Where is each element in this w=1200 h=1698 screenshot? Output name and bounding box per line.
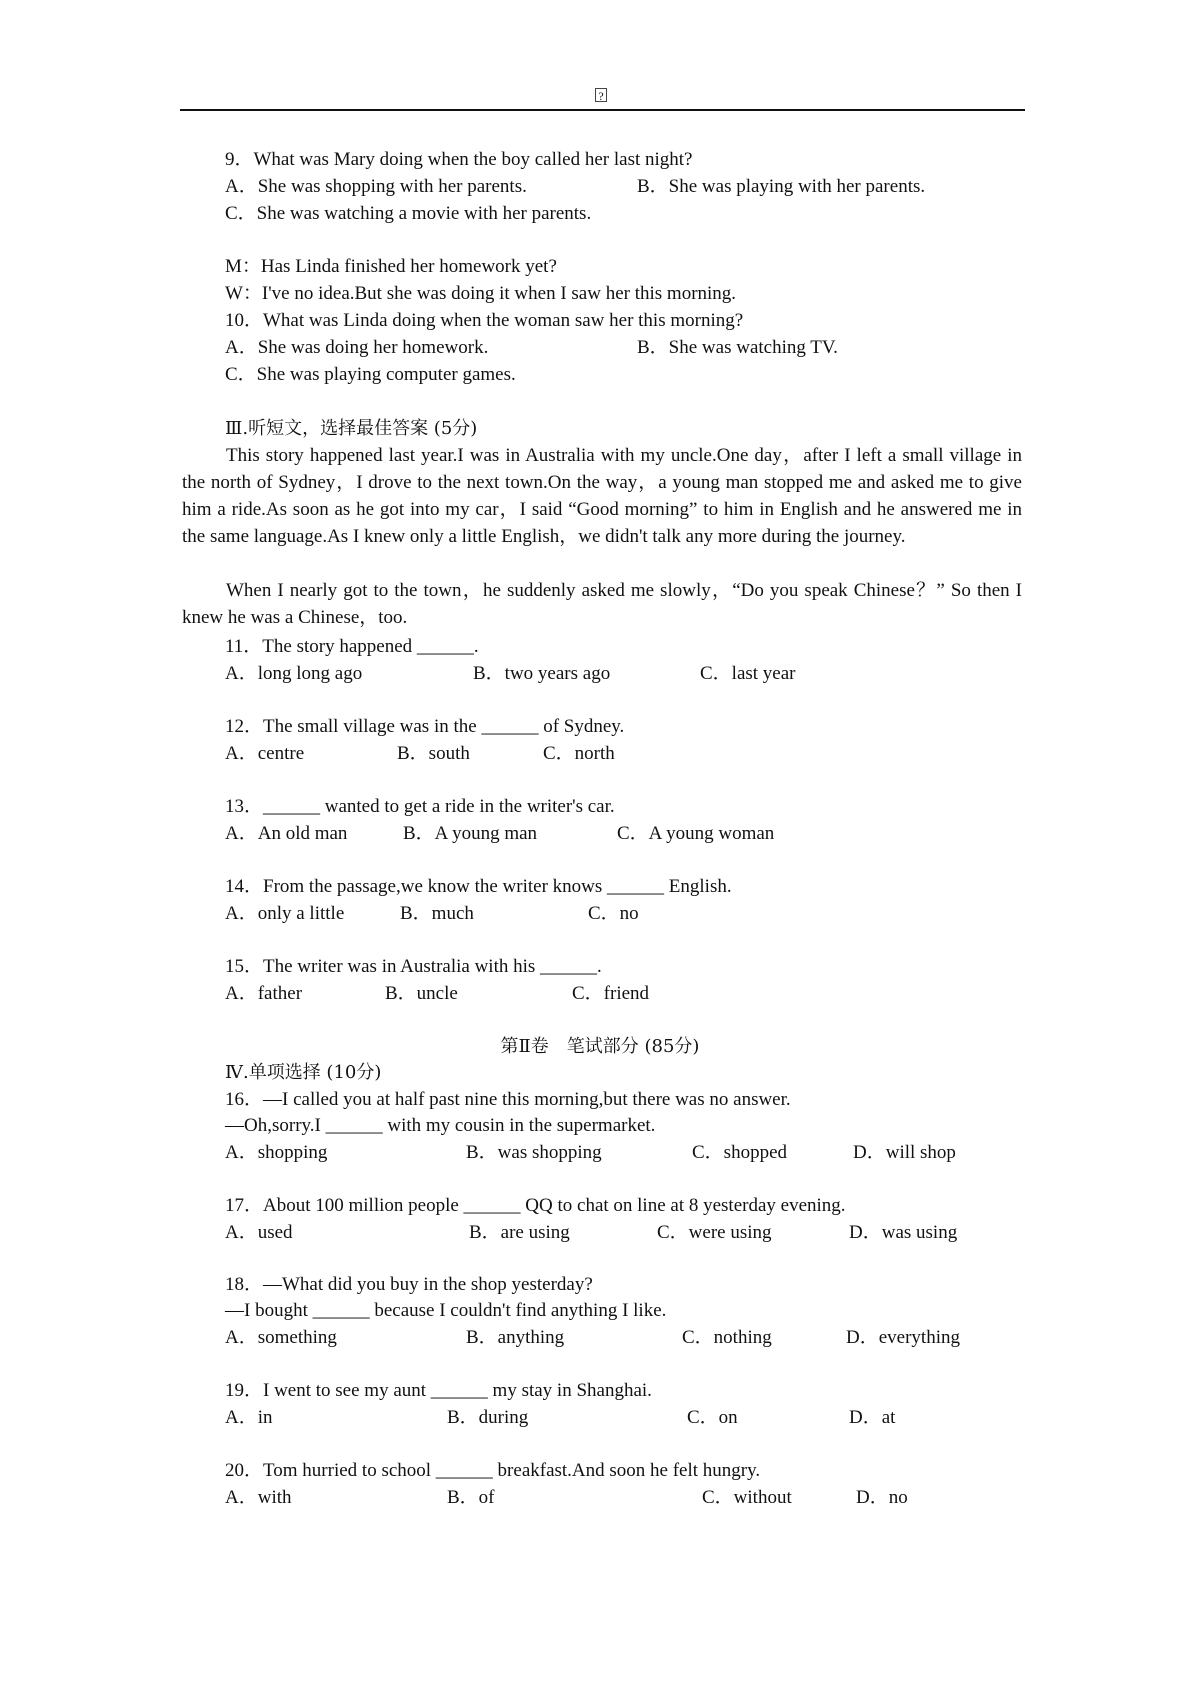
question-17-option-a: A．used	[225, 1222, 293, 1243]
question-20-option-c: C．without	[702, 1487, 792, 1508]
question-19-option-a: A．in	[225, 1407, 273, 1428]
question-19-stem: 19．I went to see my aunt ______ my stay in Shanghai.	[225, 1380, 652, 1401]
question-20-stem: 20．Tom hurried to school ______ breakfast.And soon he felt hungry.	[225, 1460, 761, 1481]
question-11-option-b: B．two years ago	[473, 663, 611, 684]
question-13-stem: 13．______ wanted to get a ride in the writer's car.	[225, 796, 615, 817]
question-10-option-c: C．She was playing computer games.	[225, 364, 516, 385]
question-12-stem: 12．The small village was in the ______ of Sydney.	[225, 716, 625, 737]
question-11-option-c: C．last year	[700, 663, 796, 684]
question-16-option-a: A．shopping	[225, 1142, 328, 1163]
question-10-option-b: B．She was watching TV.	[637, 337, 838, 358]
story-paragraph-2: When I nearly got to the town，he suddenly asked me slowly，“Do you speak Chinese？” So then I knew he was a Chinese，too.	[182, 580, 1022, 628]
question-14-option-a: A．only a little	[225, 903, 345, 924]
question-19-option-b: B．during	[447, 1407, 529, 1428]
question-18-option-a: A．something	[225, 1327, 337, 1348]
question-20-option-b: B．of	[447, 1487, 495, 1508]
question-13-option-a: A．An old man	[225, 823, 348, 844]
question-10-option-a: A．She was doing her homework.	[225, 337, 489, 358]
question-9-stem: 9．What was Mary doing when the boy called her last night?	[225, 149, 693, 170]
dialogue-line-w: W：I've no idea.But she was doing it when I saw her this morning.	[225, 283, 737, 304]
question-10-stem: 10．What was Linda doing when the woman saw her this morning?	[225, 310, 744, 331]
question-9-option-b: B．She was playing with her parents.	[637, 176, 926, 197]
header-rule	[180, 109, 1025, 111]
question-16-line-1: 16．—I called you at half past nine this morning,but there was no answer.	[225, 1089, 791, 1110]
question-11-option-a: A．long long ago	[225, 663, 363, 684]
question-15-stem: 15．The writer was in Australia with his ______.	[225, 956, 602, 977]
question-16-option-d: D．will shop	[853, 1142, 956, 1163]
question-19-option-c: C．on	[687, 1407, 738, 1428]
question-18-option-b: B．anything	[466, 1327, 565, 1348]
question-17-option-b: B．are using	[469, 1222, 570, 1243]
question-16-option-c: C．shopped	[692, 1142, 788, 1163]
question-18-option-c: C．nothing	[682, 1327, 772, 1348]
question-15-option-a: A．father	[225, 983, 303, 1004]
question-13-option-c: C．A young woman	[617, 823, 775, 844]
question-19-option-d: D．at	[849, 1407, 896, 1428]
question-14-stem: 14．From the passage,we know the writer knows ______ English.	[225, 876, 732, 897]
question-14-option-b: B．much	[400, 903, 474, 924]
story-paragraph-1: This story happened last year.I was in Australia with my uncle.One day，after I left a small village in the north of Sydney，I drove to the next town.On the way，a young man stopped me and asked me to give him a ride.As soon as he got into my car，I said “Good morning” to him in English and he answered me in the same language.As I knew only a little English，we didn't talk any more during the journey.	[182, 445, 1022, 547]
question-13-option-b: B．A young man	[403, 823, 538, 844]
part-2-title: 第Ⅱ卷 笔试部分 (85分)	[500, 1036, 700, 1057]
question-16-option-b: B．was shopping	[466, 1142, 602, 1163]
question-20-option-d: D．no	[856, 1487, 908, 1508]
question-20-option-a: A．with	[225, 1487, 292, 1508]
question-16-line-2: —Oh,sorry.I ______ with my cousin in the supermarket.	[225, 1115, 656, 1136]
question-9-option-a: A．She was shopping with her parents.	[225, 176, 527, 197]
section-4-heading: Ⅳ.单项选择 (10分)	[225, 1062, 382, 1083]
question-17-option-c: C．were using	[657, 1222, 772, 1243]
question-18-option-d: D．everything	[846, 1327, 960, 1348]
question-17-option-d: D．was using	[849, 1222, 958, 1243]
header-mark: ?	[595, 88, 607, 102]
question-11-stem: 11．The story happened ______.	[225, 636, 479, 657]
question-12-option-a: A．centre	[225, 743, 305, 764]
question-15-option-b: B．uncle	[385, 983, 458, 1004]
question-9-option-c: C．She was watching a movie with her parents.	[225, 203, 592, 224]
question-18-line-1: 18．—What did you buy in the shop yesterday?	[225, 1274, 593, 1295]
question-15-option-c: C．friend	[572, 983, 650, 1004]
section-3-heading: Ⅲ.听短文，选择最佳答案 (5分)	[225, 418, 478, 439]
question-12-option-b: B．south	[397, 743, 470, 764]
question-12-option-c: C．north	[543, 743, 615, 764]
question-14-option-c: C．no	[588, 903, 639, 924]
question-17-stem: 17．About 100 million people ______ QQ to chat on line at 8 yesterday evening.	[225, 1195, 846, 1216]
dialogue-line-m: M：Has Linda finished her homework yet?	[225, 256, 557, 277]
question-18-line-2: —I bought ______ because I couldn't find anything I like.	[225, 1300, 667, 1321]
